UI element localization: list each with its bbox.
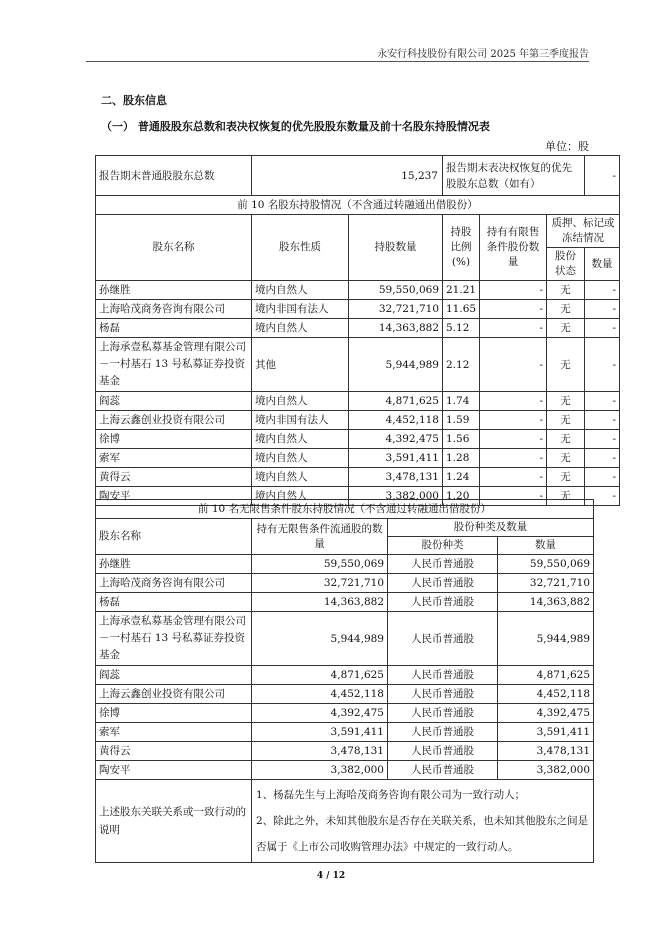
holder-name-cell: 陶安平 (96, 487, 252, 506)
col-header-pledge: 质押、标记或冻结情况 (547, 215, 620, 248)
pledge-qty-cell: - (585, 319, 620, 338)
col-header-pledge-qty: 数量 (585, 248, 620, 281)
holder-shares-cell: 14,363,882 (349, 319, 443, 338)
top10-body (96, 281, 620, 506)
share-amount-cell: 4,871,625 (498, 666, 594, 685)
holder-name-cell: 孙继胜 (96, 281, 252, 300)
holder-ratio-cell: 1.59 (443, 411, 480, 430)
table-row (96, 392, 620, 411)
holder-ratio-cell: 1.24 (443, 468, 480, 487)
col-header-ratio: 持股比例(%) (443, 215, 480, 281)
table-row (96, 574, 594, 593)
share-kind-cell: 人民币普通股 (388, 685, 498, 704)
holder-name-cell: 孙继胜 (96, 555, 252, 574)
top10-shareholders-table (95, 155, 620, 506)
summary-row (96, 156, 620, 196)
holder-name-cell: 上海承壹私募基金管理有限公司－一村基石 13 号私募证券投资基金 (96, 612, 252, 666)
share-amount-cell: 4,452,118 (498, 685, 594, 704)
table-row (96, 761, 594, 780)
unrestricted-body (96, 555, 594, 780)
share-amount-cell: 32,721,710 (498, 574, 594, 593)
unrestricted-qty-cell: 4,871,625 (252, 666, 388, 685)
section-subtitle: （一） 普通股股东总数和表决权恢复的优先股股东数量及前十名股东持股情况表 (101, 120, 490, 133)
table-row (96, 742, 594, 761)
table-row (96, 338, 620, 392)
table-row (96, 685, 594, 704)
unrestricted-qty-cell: 3,591,411 (252, 723, 388, 742)
holder-name-cell: 杨磊 (96, 593, 252, 612)
pledge-status-cell: 无 (547, 430, 585, 449)
holder-nature-cell: 境内自然人 (252, 430, 349, 449)
relations-line-1: 1、杨磊先生与上海哈茂商务咨询有限公司为一致行动人； (256, 789, 526, 801)
share-kind-cell: 人民币普通股 (388, 742, 498, 761)
holder-nature-cell: 境内自然人 (252, 449, 349, 468)
holder-ratio-cell: 2.12 (443, 338, 480, 392)
share-amount-cell: 14,363,882 (498, 593, 594, 612)
pledge-status-cell: 无 (547, 300, 585, 319)
table-row (96, 723, 594, 742)
holder-restricted-cell: - (480, 487, 547, 506)
holder-shares-cell: 5,944,989 (349, 338, 443, 392)
col-header-name: 股东名称 (96, 215, 252, 281)
holder-ratio-cell: 1.56 (443, 430, 480, 449)
holder-nature-cell: 境内非国有法人 (252, 300, 349, 319)
pledge-status-cell: 无 (547, 338, 585, 392)
relations-text (252, 780, 594, 863)
col-header-shares: 持股数量 (349, 215, 443, 281)
unrestricted-header-row (96, 519, 594, 537)
relations-row (96, 780, 594, 863)
holder-restricted-cell: - (480, 281, 547, 300)
page-header: 永安行科技股份有限公司 2025 年第三季度报告 (377, 49, 589, 60)
col-header-pledge-status: 股份状态 (547, 248, 585, 281)
total-holders-label: 报告期末普通股股东总数 (96, 156, 252, 196)
holder-shares-cell: 4,452,118 (349, 411, 443, 430)
top10-header-row (96, 215, 620, 248)
holder-ratio-cell: 1.28 (443, 449, 480, 468)
table-row (96, 430, 620, 449)
holder-name-cell: 索军 (96, 723, 252, 742)
holder-name-cell: 阎蕊 (96, 392, 252, 411)
unrestricted-qty-cell: 59,550,069 (252, 555, 388, 574)
holder-name-cell: 黄得云 (96, 742, 252, 761)
unrestricted-qty-cell: 14,363,882 (252, 593, 388, 612)
share-amount-cell: 3,591,411 (498, 723, 594, 742)
holder-ratio-cell: 1.74 (443, 392, 480, 411)
pref-holders-label: 报告期末表决权恢复的优先股股东总数（如有） (443, 156, 585, 196)
table-row (96, 449, 620, 468)
table-row (96, 666, 594, 685)
relations-label: 上述股东关联关系或一致行动的说明 (96, 780, 252, 863)
share-amount-cell: 59,550,069 (498, 555, 594, 574)
pledge-qty-cell: - (585, 430, 620, 449)
holder-nature-cell: 境内自然人 (252, 281, 349, 300)
pledge-status-cell: 无 (547, 319, 585, 338)
share-kind-cell: 人民币普通股 (388, 704, 498, 723)
col-header-nature: 股东性质 (252, 215, 349, 281)
pledge-status-cell: 无 (547, 392, 585, 411)
table-row (96, 555, 594, 574)
col-header-restricted: 持有有限售条件股份数量 (480, 215, 547, 281)
share-kind-cell: 人民币普通股 (388, 723, 498, 742)
holder-nature-cell: 境内自然人 (252, 319, 349, 338)
pledge-status-cell: 无 (547, 281, 585, 300)
share-kind-cell: 人民币普通股 (388, 593, 498, 612)
holder-ratio-cell: 21.21 (443, 281, 480, 300)
pledge-status-cell: 无 (547, 468, 585, 487)
holder-nature-cell: 境内自然人 (252, 468, 349, 487)
share-kind-cell: 人民币普通股 (388, 761, 498, 780)
unrestricted-qty-cell: 5,944,989 (252, 612, 388, 666)
share-kind-cell: 人民币普通股 (388, 555, 498, 574)
holder-shares-cell: 59,550,069 (349, 281, 443, 300)
share-kind-cell: 人民币普通股 (388, 666, 498, 685)
holder-name-cell: 上海承壹私募基金管理有限公司－一村基石 13 号私募证券投资基金 (96, 338, 252, 392)
pledge-qty-cell: - (585, 281, 620, 300)
table-row (96, 319, 620, 338)
share-kind-cell: 人民币普通股 (388, 612, 498, 666)
holder-restricted-cell: - (480, 430, 547, 449)
table-row (96, 300, 620, 319)
col-header-amount: 数量 (498, 537, 594, 555)
page-number: 4 / 12 (316, 871, 346, 881)
pref-holders-value: - (585, 156, 620, 196)
unrestricted-qty-cell: 4,392,475 (252, 704, 388, 723)
holder-name-cell: 上海哈茂商务咨询有限公司 (96, 300, 252, 319)
pledge-qty-cell: - (585, 338, 620, 392)
holder-restricted-cell: - (480, 468, 547, 487)
holder-name-cell: 陶安平 (96, 761, 252, 780)
holder-name-cell: 徐博 (96, 704, 252, 723)
pledge-status-cell: 无 (547, 449, 585, 468)
col-header-holder-name: 股东名称 (96, 519, 252, 555)
holder-name-cell: 黄得云 (96, 468, 252, 487)
pledge-qty-cell: - (585, 411, 620, 430)
holder-name-cell: 索军 (96, 449, 252, 468)
pledge-qty-cell: - (585, 392, 620, 411)
holder-name-cell: 杨磊 (96, 319, 252, 338)
holder-shares-cell: 4,392,475 (349, 430, 443, 449)
holder-nature-cell: 境内自然人 (252, 487, 349, 506)
unrestricted-qty-cell: 3,478,131 (252, 742, 388, 761)
holder-name-cell: 上海云鑫创业投资有限公司 (96, 411, 252, 430)
holder-restricted-cell: - (480, 300, 547, 319)
col-header-kind-group: 股份种类及数量 (388, 519, 594, 537)
unrestricted-caption: 前 10 名无限售条件股东持股情况（不含通过转融通出借股份） (96, 500, 594, 519)
unrestricted-qty-cell: 4,452,118 (252, 685, 388, 704)
holder-nature-cell: 境内自然人 (252, 392, 349, 411)
header-divider (86, 61, 589, 62)
holder-restricted-cell: - (480, 392, 547, 411)
holder-ratio-cell: 5.12 (443, 319, 480, 338)
total-holders-value: 15,237 (252, 156, 443, 196)
holder-shares-cell: 3,591,411 (349, 449, 443, 468)
section-title: 二、股东信息 (101, 94, 167, 107)
share-amount-cell: 3,478,131 (498, 742, 594, 761)
col-header-unrestricted-qty: 持有无限售条件流通股的数量 (252, 519, 388, 555)
holder-ratio-cell: 11.65 (443, 300, 480, 319)
holder-shares-cell: 32,721,710 (349, 300, 443, 319)
top10-caption: 前 10 名股东持股情况（不含通过转融通出借股份） (96, 196, 620, 215)
table-row (96, 468, 620, 487)
table-row (96, 411, 620, 430)
holder-shares-cell: 3,478,131 (349, 468, 443, 487)
holder-shares-cell: 3,382,000 (349, 487, 443, 506)
pledge-qty-cell: - (585, 300, 620, 319)
table-row (96, 704, 594, 723)
unrestricted-qty-cell: 32,721,710 (252, 574, 388, 593)
holder-name-cell: 上海哈茂商务咨询有限公司 (96, 574, 252, 593)
share-amount-cell: 3,382,000 (498, 761, 594, 780)
share-amount-cell: 5,944,989 (498, 612, 594, 666)
holder-restricted-cell: - (480, 411, 547, 430)
pledge-status-cell: 无 (547, 411, 585, 430)
unrestricted-qty-cell: 3,382,000 (252, 761, 388, 780)
holder-shares-cell: 4,871,625 (349, 392, 443, 411)
unit-label: 单位：股 (545, 140, 589, 153)
pledge-qty-cell: - (585, 468, 620, 487)
holder-restricted-cell: - (480, 449, 547, 468)
pledge-status-cell: 无 (547, 487, 585, 506)
holder-restricted-cell: - (480, 338, 547, 392)
holder-restricted-cell: - (480, 319, 547, 338)
pledge-qty-cell: - (585, 487, 620, 506)
holder-name-cell: 徐博 (96, 430, 252, 449)
holder-nature-cell: 其他 (252, 338, 349, 392)
unrestricted-shareholders-table (95, 499, 594, 863)
pledge-qty-cell: - (585, 449, 620, 468)
share-amount-cell: 4,392,475 (498, 704, 594, 723)
holder-name-cell: 上海云鑫创业投资有限公司 (96, 685, 252, 704)
table-row (96, 281, 620, 300)
share-kind-cell: 人民币普通股 (388, 574, 498, 593)
table-row (96, 593, 594, 612)
relations-line-2: 2、除此之外，未知其他股东是否存在关联关系，也未知其他股东之间是否属于《上市公司收购管理办法》中规定的一致行动人。 (256, 815, 589, 853)
holder-nature-cell: 境内非国有法人 (252, 411, 349, 430)
table-row (96, 612, 594, 666)
holder-ratio-cell: 1.20 (443, 487, 480, 506)
holder-name-cell: 阎蕊 (96, 666, 252, 685)
col-header-kind: 股份种类 (388, 537, 498, 555)
